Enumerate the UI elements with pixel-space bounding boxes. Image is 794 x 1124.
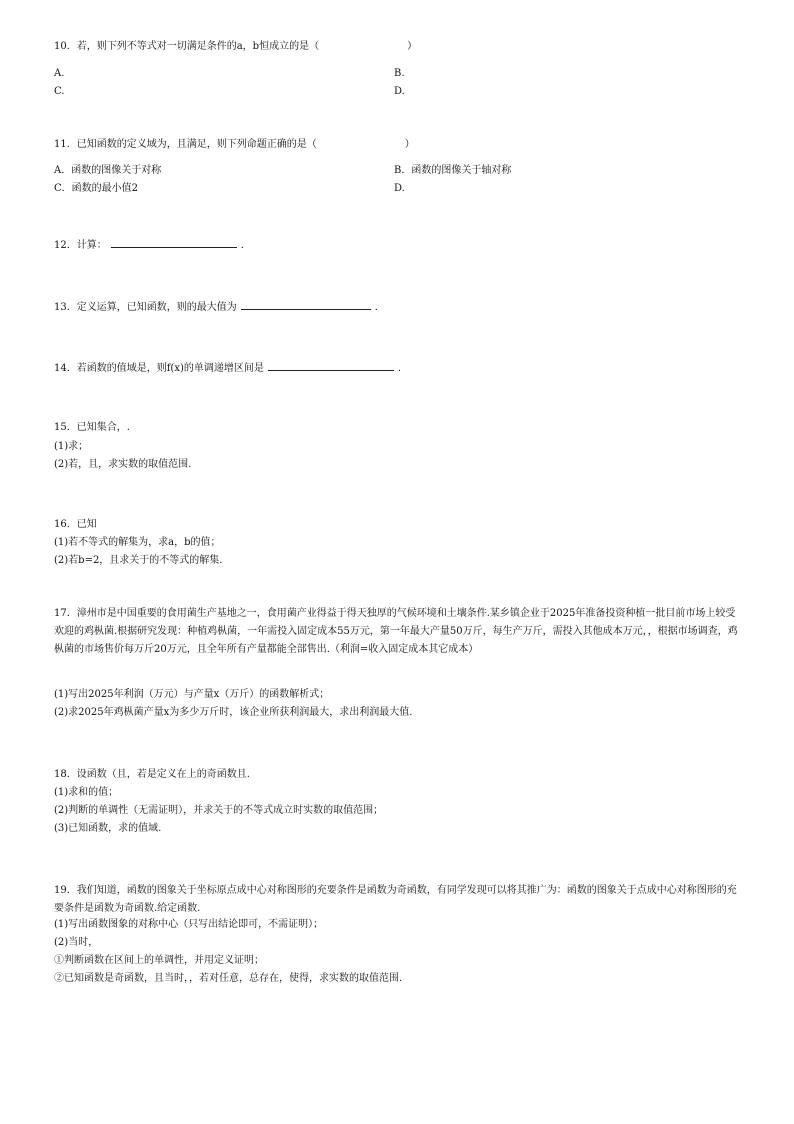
q17-line-1: (2)求2025年鸡枞菌产量x为多少万斤时，该企业所获利润最大，求出利润最大值.: [54, 707, 413, 718]
q13-end: ．: [374, 302, 385, 313]
q12-stem: 12．计算：: [54, 240, 107, 251]
q13-answer-blank[interactable]: [241, 299, 371, 310]
q10-stem: 10．若，则下列不等式对一切满足条件的a，b恒成立的是（: [54, 41, 320, 52]
q19-line-1: (2)当时，: [54, 937, 99, 948]
q17-paragraph: 17．漳州市是中国重要的食用菌生产基地之一，食用菌产业得益于得天独厚的气候环境和土壤条件.某乡镇企业于2025年准备投资种植一批目前市场上较受欢迎的鸡枞菌.根据研究发现：种植鸡枞菌，一年需投入固定成本55万元，第一年最大产量50万斤，每生产万斤，需投入其他成本万元，，根据市场调查，鸡枞菌的市场售价每万斤20万元，且全年所有产量都能全部售出.（利润=收入固定成本其它成本）: [54, 608, 738, 655]
q10-stem-line: [54, 40, 417, 53]
q14-line: [54, 360, 408, 375]
q10-option-c: C.: [54, 86, 65, 97]
q19-line-2: ①判断函数在区间上的单调性，并用定义证明；: [54, 955, 264, 966]
q12-answer-blank[interactable]: [111, 237, 237, 248]
q11-stem-line: [54, 138, 415, 151]
q13-line: [54, 299, 385, 314]
q11-stem: 11．已知函数的定义域为，且满足，则下列命题正确的是（: [54, 139, 317, 150]
q18-line-2: (2)判断的单调性（无需证明），并求关于的不等式成立时实数的取值范围；: [54, 805, 384, 816]
q11-option-d: D.: [394, 183, 405, 194]
q15-line-2: (2)若，且，求实数的取值范围.: [54, 459, 192, 470]
q10-option-b: B.: [394, 68, 405, 79]
q10-close: ）: [407, 41, 418, 52]
q16-line-2: (2)若b=2，且求关于的不等式的解集.: [54, 555, 223, 566]
q11-option-b: B．函数的图像关于轴对称: [394, 165, 512, 176]
q16-line-1: (1)若不等式的解集为，求a，b的值；: [54, 537, 221, 548]
q11-option-a: A．函数的图像关于对称: [54, 165, 162, 176]
q16-line-0: 16．已知: [54, 519, 97, 530]
q18-line-1: (1)求和的值；: [54, 787, 119, 798]
q10-option-d: D.: [394, 86, 405, 97]
q13-stem: 13．定义运算，已知函数，则的最大值为: [54, 302, 237, 313]
q17-line-0: (1)写出2025年利润（万元）与产量x（万斤）的函数解析式；: [54, 689, 330, 700]
q19-line-3: ②已知函数是奇函数，且当时，，若对任意，总存在，使得，求实数的取值范围.: [54, 973, 403, 984]
q14-end: ．: [397, 363, 408, 374]
q19-line-0: (1)写出函数图象的对称中心（只写出结论即可，不需证明）；: [54, 919, 324, 930]
q19-paragraph: 19．我们知道，函数的图象关于坐标原点成中心对称图形的充要条件是函数为奇函数，有同学发现可以将其推广为：函数的图象关于点成中心对称图形的充要条件是函数为奇函数.给定函数.: [54, 885, 737, 914]
q12-end: ．: [240, 240, 251, 251]
q18-line-0: 18．设函数（且，若是定义在上的奇函数且.: [54, 769, 250, 780]
q14-stem: 14．若函数的值域是，则f(x)的单调递增区间是: [54, 363, 264, 374]
q11-option-c: C．函数的最小值2: [54, 183, 139, 194]
q12-line: [54, 237, 251, 252]
q14-answer-blank[interactable]: [268, 360, 394, 371]
q15-line-1: (1)求；: [54, 441, 89, 452]
q11-close: ）: [404, 139, 415, 150]
q18-line-3: (3)已知函数，求的值域.: [54, 823, 162, 834]
q10-option-a: A.: [54, 68, 65, 79]
q15-line-0: 15．已知集合，.: [54, 422, 130, 433]
